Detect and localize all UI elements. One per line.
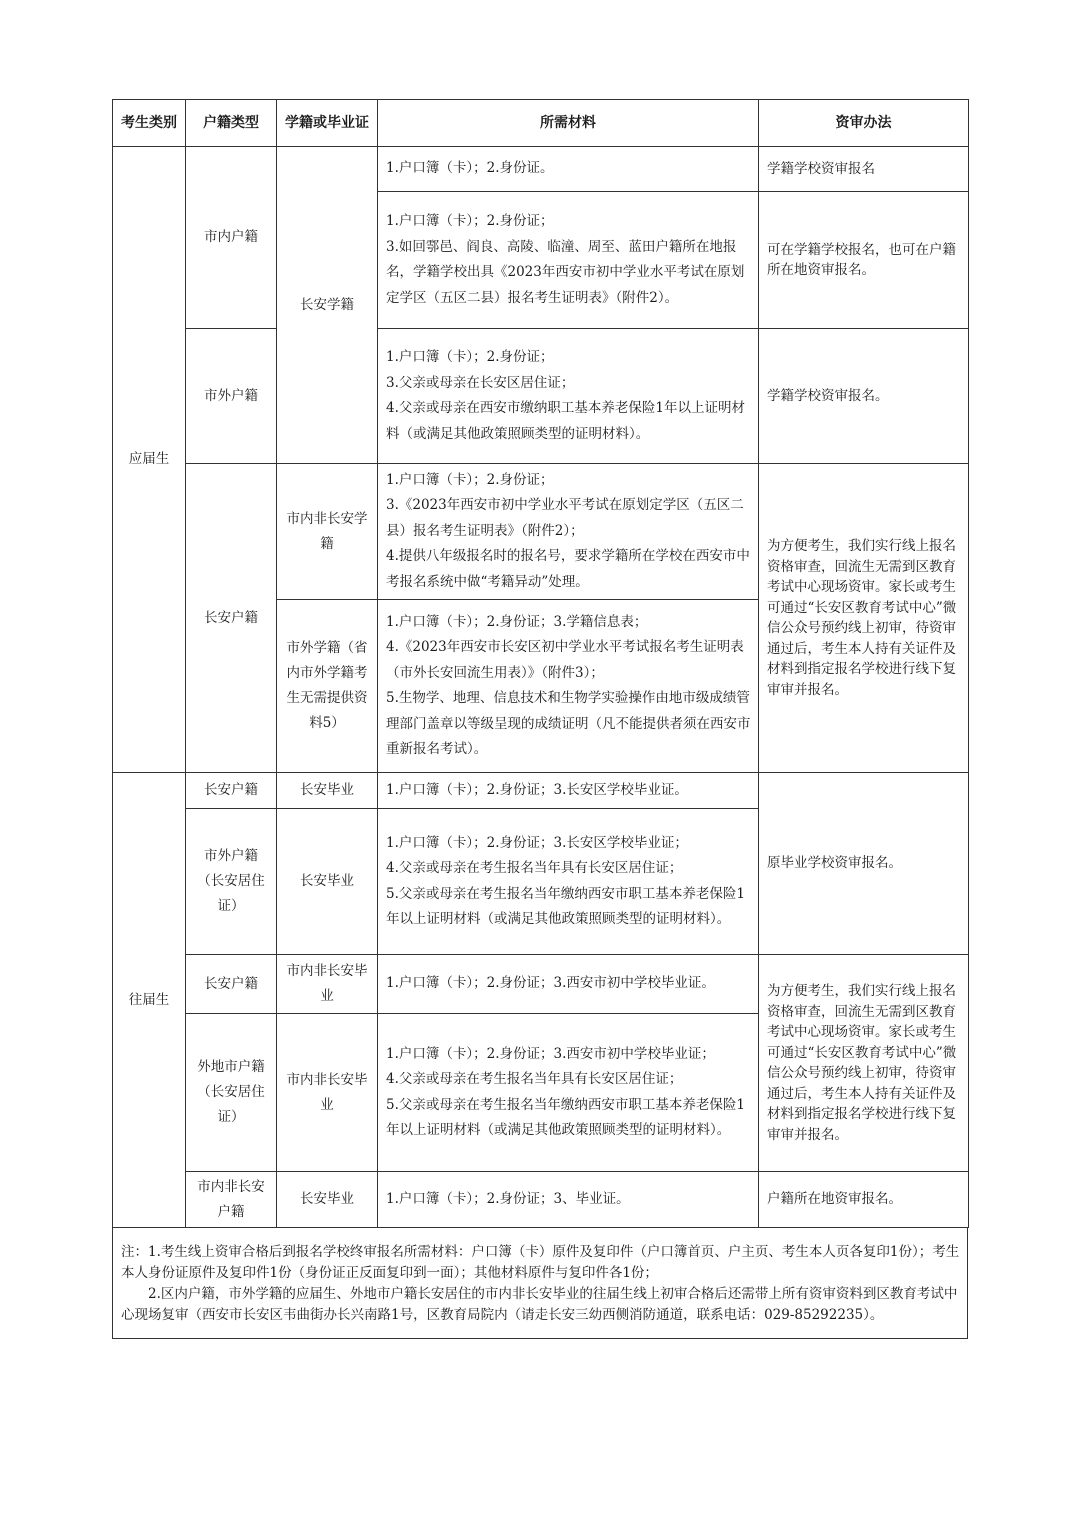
materials-cell [378, 329, 759, 464]
material-item: 1.户口簿（卡）；2.身份证。 [386, 160, 554, 177]
material-item: 1.户口簿（卡）；2.身份证； [386, 471, 554, 488]
method-cell: 可在学籍学校报名，也可在户籍所在地资审报名。 [759, 192, 969, 329]
method-cell: 为方便考生，我们实行线上报名资格审查，回流生无需到区教育考试中心现场资审。家长或考生可通过“长安区教育考试中心”微信公众号预约线上初审，待资审通过后，考生本人持有关证件及材料到指定报名学校进行线下复审审并报名。 [759, 955, 969, 1172]
materials-cell [378, 464, 759, 600]
status-cell: 长安毕业 [277, 773, 378, 809]
status-changan: 长安学籍 [277, 147, 378, 464]
material-item: 3.《2023年西安市初中学业水平考试在原划定学区（五区二县）报名考生证明表》（附件2）； [386, 497, 744, 539]
material-item: 5.父亲或母亲在考生报名当年缴纳西安市职工基本养老保险1年以上证明材料（或满足其他政策照顾类型的证明材料）。 [386, 885, 745, 927]
material-item: 5.父亲或母亲在考生报名当年缴纳西安市职工基本养老保险1年以上证明材料（或满足其他政策照顾类型的证明材料）。 [386, 1096, 745, 1138]
status-cell: 市内非长安毕业 [277, 1014, 378, 1172]
household-city: 市内户籍 [186, 147, 277, 329]
table-row [113, 464, 969, 600]
material-item: 4.父亲或母亲在考生报名当年具有长安区居住证； [386, 1071, 683, 1087]
table-row [113, 955, 969, 1014]
method-cell: 户籍所在地资审报名。 [759, 1172, 969, 1228]
header-method: 资审办法 [759, 100, 969, 147]
status-outside: 市外学籍（省内市外学籍考生无需提供资料5） [277, 600, 378, 773]
note-1: 注：1.考生线上资审合格后到报名学校终审报名所需材料：户口簿（卡）原件及复印件（户口簿首页、户主页、考生本人页各复印1份）；考生本人身份证原件及复印件1份（身份证正反面复印到一面）；其他材料原件与复印件各1份； [121, 1244, 960, 1281]
table-row [113, 147, 969, 192]
material-item: 1.户口簿（卡）；2.身份证；3、毕业证。 [386, 1190, 630, 1207]
method-cell: 为方便考生，我们实行线上报名资格审查，回流生无需到区教育考试中心现场资审。家长或考生可通过“长安区教育考试中心”微信公众号预约线上初审，待资审通过后，考生本人持有关证件及材料到指定报名学校进行线下复审审并报名。 [759, 464, 969, 773]
material-item: 5.生物学、地理、信息技术和生物学实验操作由地市级成绩管理部门盖章以等级呈现的成绩证明（凡不能提供者须在西安市重新报名考试）。 [386, 690, 751, 757]
material-item: 1.户口簿（卡）；2.身份证； [386, 349, 554, 365]
status-city-non-changan: 市内非长安学籍 [277, 464, 378, 600]
notes-section [112, 1228, 968, 1339]
method-cell: 学籍学校资审报名。 [759, 329, 969, 464]
table-row [113, 329, 969, 464]
status-cell: 长安毕业 [277, 1172, 378, 1228]
table-row [113, 773, 969, 809]
eligibility-table [112, 99, 969, 1228]
header-household: 户籍类型 [186, 100, 277, 147]
materials-cell [378, 1172, 759, 1228]
household-cell: 长安户籍 [186, 955, 277, 1014]
material-item: 1.户口簿（卡）；2.身份证；3.西安市初中学校毕业证。 [386, 975, 715, 992]
material-item: 3.父亲或母亲在长安区居住证； [386, 374, 575, 391]
material-item: 4.父亲或母亲在西安市缴纳职工基本养老保险1年以上证明材料（或满足其他政策照顾类型的证明材料）。 [386, 400, 745, 442]
status-cell: 市内非长安毕业 [277, 955, 378, 1014]
material-item: 3.如回鄠邑、阎良、高陵、临潼、周至、蓝田户籍所在地报名，学籍学校出具《2023年西安市初中学业水平考试在原划定学区（五区二县）报名考生证明表》（附件2）。 [386, 238, 745, 306]
material-item: 4.《2023年西安市长安区初中学业水平考试报名考生证明表（市外长安回流生用表）》（附件3）； [386, 639, 744, 681]
category-fresh: 应届生 [113, 147, 186, 773]
method-cell: 原毕业学校资审报名。 [759, 773, 969, 955]
materials-cell [378, 1014, 759, 1172]
material-item: 1.户口簿（卡）；2.身份证；3.长安区学校毕业证。 [386, 781, 688, 798]
materials-cell [378, 192, 759, 329]
table-header-row [113, 100, 969, 147]
header-status: 学籍或毕业证 [277, 100, 378, 147]
method-cell: 学籍学校资审报名 [759, 147, 969, 192]
material-item: 4.父亲或母亲在考生报名当年具有长安区居住证； [386, 860, 683, 876]
material-item: 4.提供八年级报名时的报名号，要求学籍所在学校在西安市中考报名系统中做“考籍异动”处理。 [386, 548, 750, 590]
materials-cell [378, 773, 759, 809]
household-changan: 长安户籍 [186, 464, 277, 773]
material-item: 1.户口簿（卡）；2.身份证； [386, 213, 554, 229]
document-page [112, 99, 968, 1339]
materials-cell [378, 600, 759, 773]
materials-cell [378, 809, 759, 955]
header-category: 考生类别 [113, 100, 186, 147]
household-cell: 市外户籍（长安居住证） [186, 809, 277, 955]
household-cell: 市内非长安户籍 [186, 1172, 277, 1228]
table-row [113, 1172, 969, 1228]
household-cell: 外地市户籍（长安居住证） [186, 1014, 277, 1172]
household-outside: 市外户籍 [186, 329, 277, 464]
material-item: 1.户口簿（卡）；2.身份证；3.长安区学校毕业证； [386, 834, 688, 851]
status-cell: 长安毕业 [277, 809, 378, 955]
header-materials: 所需材料 [378, 100, 759, 147]
material-item: 1.户口簿（卡）；2.身份证；3.西安市初中学校毕业证； [386, 1045, 715, 1062]
note-2: 2.区内户籍，市外学籍的应届生、外地市户籍长安居住的市内非长安毕业的往届生线上初审合格后还需带上所有资审资料到区教育考试中心现场复审（西安市长安区韦曲街办长兴南路1号，区教育局院内（请走长安三幼西侧消防通道，联系电话：029-85292235）。 [121, 1286, 958, 1323]
materials-cell [378, 955, 759, 1014]
category-repeat: 往届生 [113, 773, 186, 1228]
material-item: 1.户口簿（卡）；2.身份证；3.学籍信息表； [386, 613, 648, 630]
materials-cell [378, 147, 759, 192]
household-cell: 长安户籍 [186, 773, 277, 809]
